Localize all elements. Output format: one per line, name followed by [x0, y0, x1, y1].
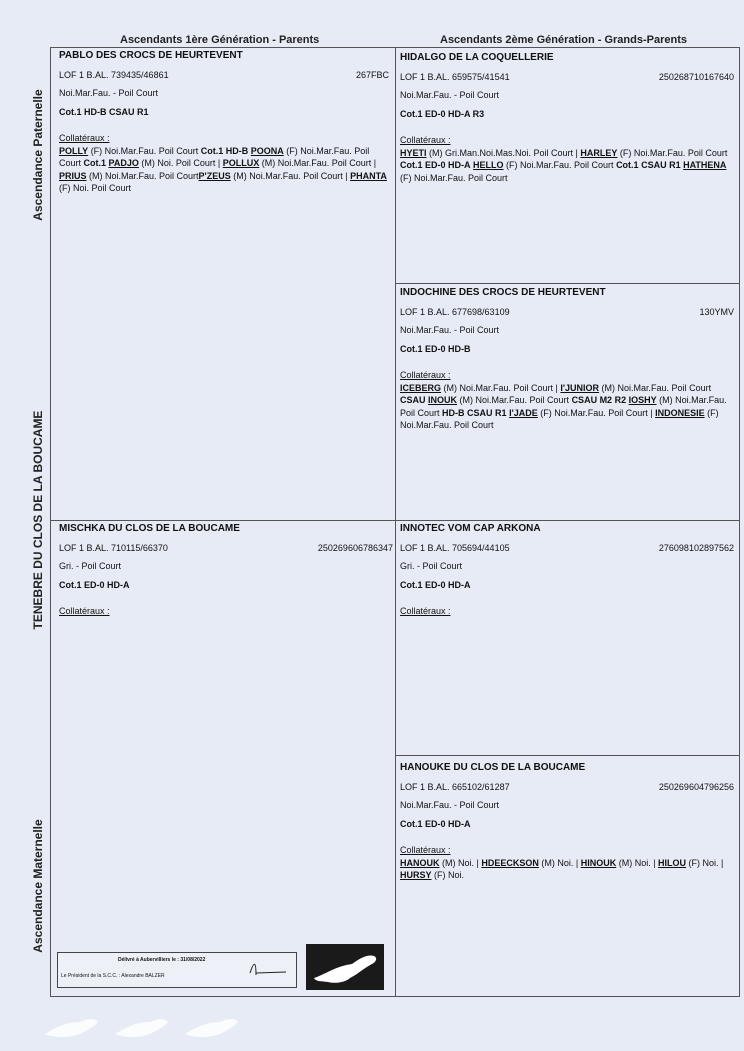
collateral-desc: (M) Noi.Mar.Fau. Poil Court | [230, 170, 351, 181]
dog-color: Gri. - Poil Court [400, 561, 463, 571]
collateral-health: HD-B CSAU R1 [442, 407, 507, 418]
label-maternal: Ascendance Maternelle [31, 819, 45, 953]
cell-sire-sire [400, 52, 734, 184]
collateral-desc: (M) Noi.Mar.Fau. Poil Court [457, 395, 572, 405]
label-subject-name: TENEBRE DU CLOS DE LA BOUCAME [31, 410, 45, 630]
collateral-title: Collatéraux : [400, 135, 451, 145]
collateral-list [400, 147, 734, 185]
signature-box [57, 952, 297, 988]
collateral-name: INDONESIE [655, 407, 705, 418]
delivery-note: Délivré à Aubervilliers le : 31/08/2022 [118, 957, 206, 963]
collateral-desc: (F) Noi. | [686, 857, 724, 868]
collateral-name: PRIUS [59, 170, 87, 181]
collateral-name: IOSHY [628, 395, 657, 405]
dog-health: Cot.1 HD-B CSAU R1 [59, 106, 149, 117]
collateral-desc: (F) Noi.Mar.Fau. Poil Court [59, 145, 370, 168]
collateral-name: HATHENA [683, 160, 727, 170]
collateral-desc: (F) Noi.Mar.Fau. Poil Court [400, 172, 508, 183]
collateral-title: Collatéraux : [400, 370, 451, 380]
dog-color: Noi.Mar.Fau. - Poil Court [59, 88, 159, 98]
collateral-name: HDEECKSON [481, 857, 539, 868]
collateral-desc: (M) Noi.Mar.Fau. Poil Court | [441, 382, 561, 393]
collateral-desc: (M) Noi.Mar.Fau. Poil Court [400, 395, 727, 418]
collateral-name: HILOU [658, 857, 687, 868]
collateral-name: HELLO [473, 160, 504, 170]
divider-middle [50, 520, 740, 521]
dog-color: Noi.Mar.Fau. - Poil Court [400, 800, 500, 810]
collateral-desc: (M) Noi.Mar.Fau. Poil Court [599, 382, 712, 393]
president-note: Le Président de la S.C.C. : Alexandre BALZER [61, 973, 165, 979]
collateral-desc: (M) Noi.Mar.Fau. Poil Court [86, 170, 199, 181]
collateral-desc: (F) Noi.Mar.Fau. Poil Court [88, 145, 201, 156]
collateral-name: POLLY [59, 145, 89, 156]
dog-id: 267FBC [355, 69, 389, 80]
collateral-desc: (F) Noi.Mar.Fau. Poil Court [503, 160, 617, 170]
collateral-health: CSAU [400, 395, 426, 405]
collateral-title: Collatéraux : [400, 845, 451, 855]
collateral-desc: (M) Gri.Man.Noi.Mas.Noi. Poil Court | [426, 147, 581, 158]
lof-number: LOF 1 B.AL. 677698/63109 [400, 306, 510, 317]
collateral-desc: (F) Noi.Mar.Fau. Poil Court | [537, 407, 656, 418]
collateral-desc: (M) Noi. | [439, 857, 482, 868]
dog-name: MISCHKA DU CLOS DE LA BOUCAME [59, 523, 240, 534]
divider-upper-right [395, 283, 740, 284]
scc-logo [306, 944, 384, 990]
collateral-desc: (M) Noi. Poil Court | [138, 158, 223, 168]
dog-id: 276098102897562 [658, 542, 734, 553]
dog-health: Cot.1 ED-0 HD-A R3 [400, 108, 485, 119]
lof-number: LOF 1 B.AL. 710115/66370 [59, 542, 168, 553]
collateral-list [400, 382, 734, 432]
dog-color: Gri. - Poil Court [59, 561, 122, 571]
lof-number: LOF 1 B.AL. 659575/41541 [400, 71, 510, 82]
dog-name: PABLO DES CROCS DE HEURTEVENT [59, 50, 243, 61]
dog-id: 250268710167640 [658, 71, 734, 82]
collateral-desc: (M) Noi.Mar.Fau. Poil Court | [259, 158, 377, 168]
collateral-name: PHANTA [350, 170, 387, 181]
dog-health: Cot.1 ED-0 HD-A [400, 818, 471, 829]
cell-dam-dam [400, 762, 734, 882]
collateral-name: POONA [250, 145, 284, 156]
dog-id: 130YMV [699, 306, 734, 317]
label-paternal: Ascendance Paternelle [31, 89, 45, 221]
dog-name: INNOTEC VOM CAP ARKONA [400, 523, 541, 534]
cell-dam-sire [400, 523, 734, 618]
collateral-title: Collatéraux : [59, 133, 110, 143]
collateral-desc: (F) Noi.Mar.Fau. Poil Court [400, 407, 719, 430]
dog-health: Cot.1 ED-0 HD-A [400, 579, 471, 590]
dog-name: INDOCHINE DES CROCS DE HEURTEVENT [400, 287, 606, 298]
collateral-name: HYETI [400, 147, 427, 158]
collateral-name: HURSY [400, 870, 432, 880]
dog-id: 250269606786347 [317, 542, 393, 553]
dog-color: Noi.Mar.Fau. - Poil Court [400, 90, 500, 100]
collateral-health: Cot.1 CSAU R1 [616, 160, 681, 170]
dog-health: Cot.1 ED-0 HD-B [400, 343, 471, 354]
collateral-name: P'ZEUS [198, 170, 231, 181]
collateral-name: ICEBERG [400, 382, 442, 393]
collateral-name: HARLEY [580, 147, 618, 158]
collateral-health: Cot.1 [83, 158, 107, 168]
collateral-list [400, 857, 734, 882]
decorative-dogs-icon [40, 1010, 250, 1040]
collateral-list [59, 145, 389, 195]
collateral-desc: (M) Noi. | [538, 857, 581, 868]
divider-vertical [395, 47, 396, 997]
cell-sire [59, 50, 389, 195]
divider-lower-right [395, 755, 740, 756]
collateral-desc: (F) Noi. [431, 870, 465, 880]
dog-health: Cot.1 ED-0 HD-A [59, 579, 130, 590]
header-generation-1: Ascendants 1ère Génération - Parents [120, 34, 320, 46]
collateral-title: Collatéraux : [400, 606, 451, 616]
dog-name: HIDALGO DE LA COQUELLERIE [400, 52, 554, 63]
collateral-desc: (F) Noi.Mar.Fau. Poil Court [617, 147, 728, 158]
dog-logo-icon [306, 944, 384, 990]
collateral-name: I'JUNIOR [560, 382, 600, 393]
collateral-name: I'JADE [509, 407, 538, 418]
collateral-desc: (M) Noi. | [616, 857, 659, 868]
header-generation-2: Ascendants 2ème Génération - Grands-Parents [440, 34, 687, 46]
lof-number: LOF 1 B.AL. 665102/61287 [400, 781, 510, 792]
cell-sire-dam [400, 287, 734, 432]
cell-dam [59, 523, 393, 618]
dog-name: HANOUKE DU CLOS DE LA BOUCAME [400, 762, 586, 773]
collateral-name: POLLUX [222, 158, 260, 168]
collateral-health: Cot.1 HD-B [200, 145, 249, 156]
dog-id: 250269604796256 [658, 781, 734, 792]
collateral-health: Cot.1 ED-0 HD-A [400, 160, 471, 170]
collateral-title: Collatéraux : [59, 606, 110, 616]
collateral-health: CSAU M2 R2 [571, 395, 627, 405]
collateral-name: PADJO [108, 158, 139, 168]
collateral-name: HANOUK [400, 857, 440, 868]
signature-mark [248, 959, 288, 979]
lof-number: LOF 1 B.AL. 705694/44105 [400, 542, 510, 553]
collateral-name: INOUK [428, 395, 458, 405]
lof-number: LOF 1 B.AL. 739435/46861 [59, 69, 169, 80]
dog-color: Noi.Mar.Fau. - Poil Court [400, 325, 500, 335]
collateral-desc: (F) Noi. Poil Court [59, 183, 132, 193]
collateral-name: HINOUK [580, 857, 617, 868]
